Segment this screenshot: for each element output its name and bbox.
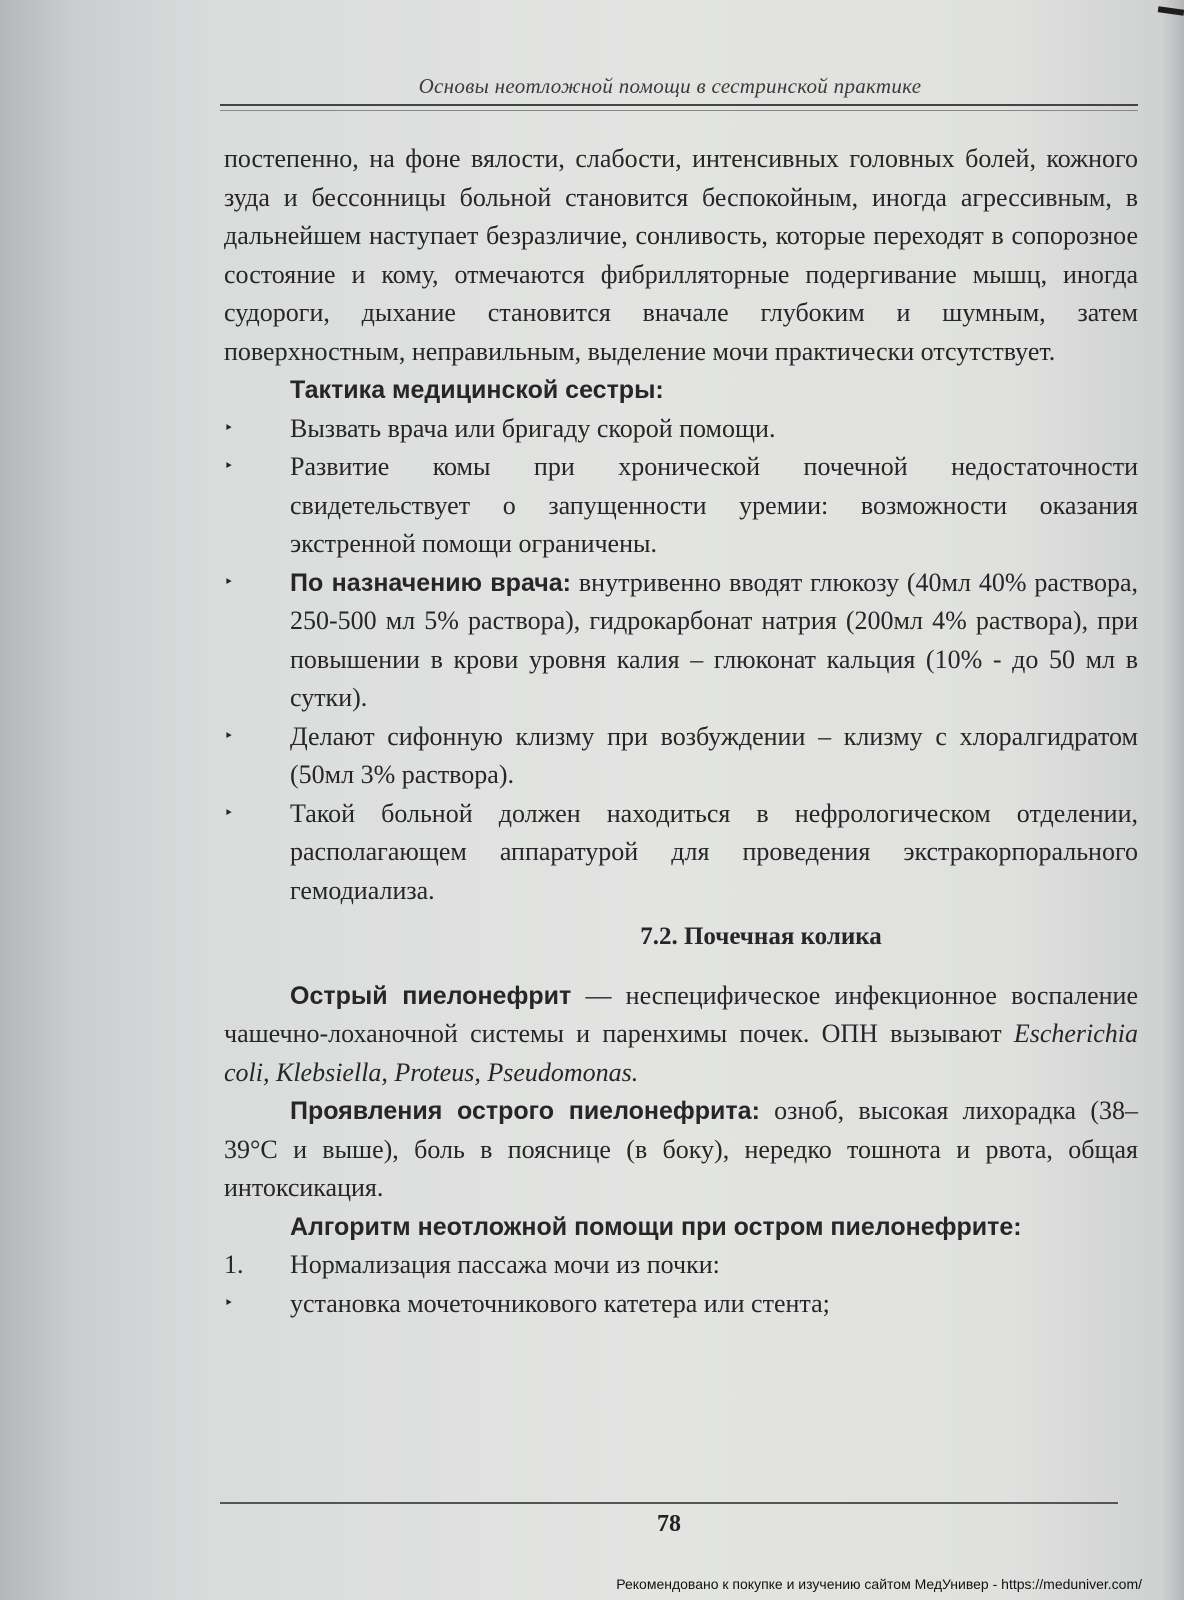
- page-number: 78: [657, 1511, 681, 1537]
- list-item: [224, 564, 1138, 718]
- list-item-text: установка мочеточникового катетера или стента;: [290, 1288, 830, 1318]
- watermark-text: Рекомендовано к покупке и изучению сайтом МедУнивер - https://meduniver.com/: [616, 1576, 1142, 1592]
- algorithm-heading: Алгоритм неотложной помощи при остром пиелонефрите:: [290, 1212, 1022, 1241]
- running-header: Основы неотложной помощи в сестринской практике: [418, 74, 922, 98]
- header-rule: [220, 104, 1138, 106]
- page-edge-shadow: [1162, 0, 1184, 1600]
- header-rule-thin: [220, 110, 1138, 111]
- list-item: [224, 1285, 1138, 1324]
- list-item-text: Развитие комы при хронической почечной недостаточности свидетельствует о запущенности уремии: возможности оказания экстренной помощи ограничены.: [290, 452, 1138, 558]
- definition-text: неспецифическое инфекционное воспаление чашечно-лоханочной системы и паренхимы почек. ОПН вызывают: [224, 980, 1138, 1048]
- definition-paragraph: [224, 977, 1138, 1093]
- list-item: [224, 718, 1138, 795]
- pathogen-list: Escherichia coli, Klebsiella, Proteus, Pseudomonas.: [224, 1019, 1138, 1087]
- algorithm-step: [224, 1246, 1138, 1285]
- list-item: [224, 795, 1138, 911]
- step-text: Нормализация пассажа мочи из почки:: [290, 1250, 720, 1279]
- definition-term: Острый пиелонефрит: [290, 981, 572, 1010]
- tactics-list: [224, 410, 1138, 911]
- list-item-text: внутривенно вводят глюкозу (40мл 40% раствора, 250-500 мл 5% раствора), гидрокарбонат натрия (200мл 4% раствора), при повышении в крови уровня калия – глюконат кальция (10% - до 50 мл в сутки).: [290, 567, 1139, 712]
- footer-rule: [220, 1502, 1118, 1504]
- section-title: 7.2. Почечная колика: [640, 923, 882, 950]
- list-item: [224, 410, 1138, 449]
- list-item-text: Такой больной должен находиться в нефрологическом отделении, располагающем аппаратурой для проведения экстракорпорального гемодиализа.: [290, 798, 1138, 905]
- manifestations-text: озноб, высокая лихорадка (38–39°С и выше), боль в пояснице (в боку), нередко тошнота и рвота, общая интоксикация.: [224, 1096, 1138, 1202]
- definition-dash: —: [571, 980, 626, 1010]
- triangle-bullet-icon: ‣: [224, 804, 234, 822]
- list-item-lead: По назначению врача:: [290, 568, 571, 597]
- page-content: [224, 140, 1138, 1323]
- list-item-text: Вызвать врача или бригаду скорой помощи.: [290, 413, 776, 443]
- triangle-bullet-icon: ‣: [224, 573, 234, 591]
- list-item-text: Делают сифонную клизму при возбуждении – клизму с хлоралгидратом (50мл 3% раствора).: [290, 721, 1138, 789]
- intro-paragraph: постепенно, на фоне вялости, слабости, интенсивных головных болей, кожного зуда и бессонницы больной становится беспокойным, иногда агрессивным, в дальнейшем наступает безразличие, сонливость, которые переходят в сопорозное состояние и кому, отмечаются фибрилляторные подергивание мышц, иногда судороги, дыхание становится вначале глубоким и шумным, затем поверхностным, неправильным, выделение мочи практически отсутствует.: [224, 144, 1138, 366]
- list-item: [224, 448, 1138, 564]
- triangle-bullet-icon: ‣: [224, 419, 234, 437]
- manifestations-lead: Проявления острого пиелонефрита:: [290, 1097, 760, 1125]
- triangle-bullet-icon: ‣: [224, 727, 234, 745]
- manifestations-paragraph: [224, 1092, 1138, 1208]
- tactics-heading: Тактика медицинской сестры:: [290, 376, 664, 404]
- triangle-bullet-icon: ‣: [224, 1294, 234, 1312]
- algorithm-sublist: [224, 1285, 1138, 1324]
- triangle-bullet-icon: ‣: [224, 458, 234, 475]
- step-number: 1.: [224, 1250, 244, 1279]
